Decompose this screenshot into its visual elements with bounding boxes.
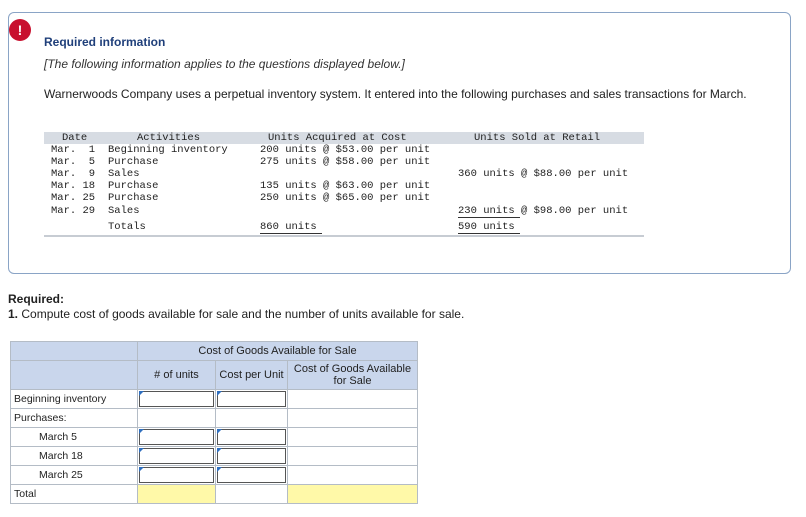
ledger-row-sold: 230 units @ $98.00 per unit [458,205,629,217]
ledger-row-acquired: 250 units @ $65.00 per unit [260,192,431,204]
march25-units-input[interactable] [138,466,216,485]
march18-cost-input[interactable] [216,447,288,466]
ledger-header-date: Date [62,132,88,144]
beginning-cogas-cell [288,390,418,409]
applies-note: [The following information applies to the questions displayed below.] [44,57,405,71]
ledger-row-date: Mar. 18 [51,180,96,192]
purchases-cogas-cell [288,409,418,428]
ledger-row-acquired: 275 units @ $58.00 per unit [260,156,431,168]
ledger-row-date: Mar. 9 [51,168,96,180]
ledger-row-sold: 360 units @ $88.00 per unit [458,168,629,180]
ledger-totals-label: Totals [108,221,146,233]
col-cogas-header: Cost of Goods Available for Sale [288,361,418,390]
row-march-5: March 5 [11,428,138,447]
ledger-row-activity: Purchase [108,192,159,204]
acquired-total-underline [260,233,322,234]
sold-total-underline [458,233,520,234]
ledger-bottom-rule [44,235,644,237]
row-beginning-inventory: Beginning inventory [11,390,138,409]
ledger-row-date: Mar. 5 [51,156,96,168]
row-march-25: March 25 [11,466,138,485]
col-cost-per-unit-header: Cost per Unit [216,361,288,390]
intro-text: Warnerwoods Company uses a perpetual inventory system. It entered into the following purchases and sales transactions for March. [44,87,747,101]
ledger-totals-acquired: 860 units [260,221,317,233]
cogas-form [10,341,418,504]
ledger-row-acquired: 200 units @ $53.00 per unit [260,144,431,156]
march5-cost-input[interactable] [216,428,288,447]
ledger-row-activity: Purchase [108,180,159,192]
alert-icon: ! [9,19,31,41]
form-header-label-blank [11,361,138,390]
sold-underline [458,217,520,218]
ledger-row-activity: Sales [108,168,140,180]
purchases-cost-cell [216,409,288,428]
required-heading: Required: [8,292,65,306]
col-units-header: # of units [138,361,216,390]
total-cogas-cell [288,485,418,504]
ledger-totals-sold: 590 units [458,221,515,233]
question-number: 1. [8,307,19,321]
ledger-header-sold: Units Sold at Retail [474,132,601,144]
ledger-row-activity: Purchase [108,156,159,168]
required-information-title: Required information [44,35,166,49]
ledger-row-date: Mar. 29 [51,205,96,217]
march25-cogas-cell [288,466,418,485]
march25-cost-input[interactable] [216,466,288,485]
ledger-row-date: Mar. 1 [51,144,96,156]
ledger-row-date: Mar. 25 [51,192,96,204]
march18-cogas-cell [288,447,418,466]
ledger-row-activity: Beginning inventory [108,144,228,156]
question-text: Compute cost of goods available for sale and the number of units available for sale. [21,307,465,321]
form-header-blank [11,342,138,361]
ledger-row-activity: Sales [108,205,140,217]
question-1 [8,307,464,321]
march5-cogas-cell [288,428,418,447]
total-cost-cell [216,485,288,504]
march18-units-input[interactable] [138,447,216,466]
row-march-18: March 18 [11,447,138,466]
ledger-row-acquired: 135 units @ $63.00 per unit [260,180,431,192]
row-total: Total [11,485,138,504]
ledger-header-activities: Activities [137,132,201,144]
form-title: Cost of Goods Available for Sale [138,342,418,361]
transactions-ledger [44,132,644,240]
beginning-cost-input[interactable] [216,390,288,409]
beginning-units-input[interactable] [138,390,216,409]
total-units-cell [138,485,216,504]
row-purchases: Purchases: [11,409,138,428]
ledger-header-acquired: Units Acquired at Cost [268,132,407,144]
march5-units-input[interactable] [138,428,216,447]
purchases-units-cell [138,409,216,428]
